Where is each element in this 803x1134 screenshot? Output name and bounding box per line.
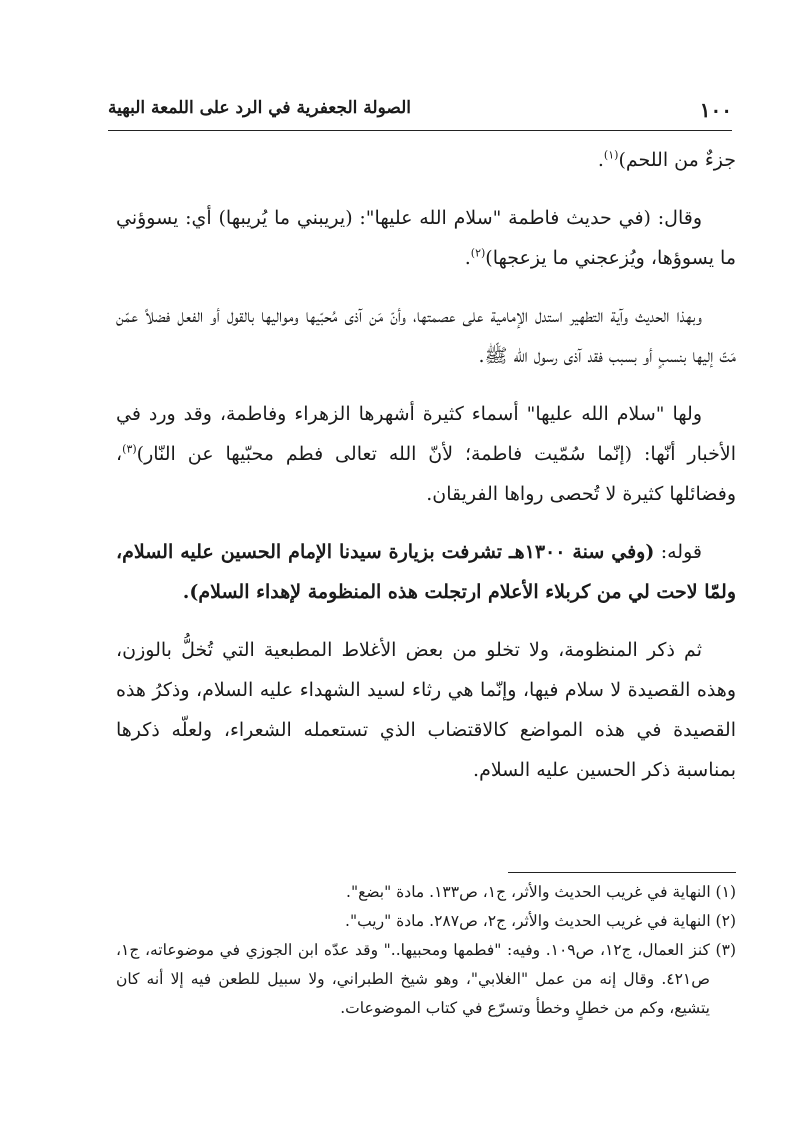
footnote: (١) النهاية في غريب الحديث والأثر، ج١، ص١٣٣. مادة "بضع". [346,883,736,901]
paragraph-text: ولها "سلام الله عليها" أسماء كثيرة أشهرها الزهراء وفاطمة، وقد ورد في الأخبار أنّها: (إنّما سُمّيت فاطمة؛ لأنّ الله تعالى فطم محبّيها عن النّار) [116,403,736,465]
footnote-separator [508,872,736,873]
main-text [116,140,736,808]
page-header [108,90,732,131]
footnote-ref: (١) [603,148,619,162]
quote-text: (وفي سنة ١٣٠٠هـ تشرفت بزيارة سيدنا الإمام الحسين عليه السلام، ولمّا لاحت لي من كربلاء الأعلام ارتجلت هذه المنظومة لإهداء السلام). [116,541,736,603]
paragraph [116,296,736,376]
paragraph-text: وقال: (في حديث فاطمة "سلام الله عليها": (يريبني ما يُريبها) أي: يسوؤني ما يسوؤها، ويُزعجني ما يزعجها) [116,207,736,269]
paragraph [116,630,736,790]
paragraph-text: جزءٌ من اللحم) [618,149,736,171]
quoted-paragraph [116,532,736,612]
running-title: الصولة الجعفرية في الرد على اللمعة البهية [108,98,412,118]
paragraph-tail: . [464,247,471,269]
footnote: (٢) النهاية في غريب الحديث والأثر، ج٢، ص٢٨٧. مادة "ريب". [345,912,736,930]
paragraph [116,394,736,514]
paragraph-text: وبهذا الحديث وآية التطهير استدل الإمامية على عصمتها، وأنّ مَن آذى مُحبّيها ومواليها بالقول أو الفعل فضلاً عمّن مَتّ إليها بنسبٍ أو بسبب فقد آذى رسول الله ﷺ. [116,305,736,367]
paragraph-tail: . [597,149,604,171]
footnotes [116,878,736,1023]
footnote-ref: (٢) [470,246,486,260]
quote-prefix: قوله: [654,541,702,563]
page-number: ١٠٠ [699,98,732,122]
footnote: (٣) كنز العمال، ج١٢، ص١٠٩. وفيه: "فطمها ومحبيها.." وقد عدّه ابن الجوزي في موضوعاته، ج١، ص٤٢١. وقال إنه من عمل "الغلابي"، وهو شيخ الطبراني، ولا سبيل للطعن فيه إلا أنه كان يتشيع، وكم من خطلٍ وخطأ وتسرّع في كتاب الموضوعات. [116,941,736,1017]
paragraph-tail: ، وفضائلها كثيرة لا تُحصى رواها الفريقان. [116,443,736,505]
paragraph-text: ثم ذكر المنظومة، ولا تخلو من بعض الأغلاط المطبعية التي تُخلُّ بالوزن، وهذه القصيدة لا سلام فيها، وإنّما هي رثاء لسيد الشهداء عليه السلام، وذكرُ هذه القصيدة في هذه المواضع كالاقتضاب الذي تستعمله الشعراء، ولعلّه ذكرها بمناسبة ذكر الحسين عليه السلام. [116,639,736,781]
paragraph [116,198,736,278]
paragraph [116,140,736,180]
footnote-ref: (٣) [122,442,137,456]
